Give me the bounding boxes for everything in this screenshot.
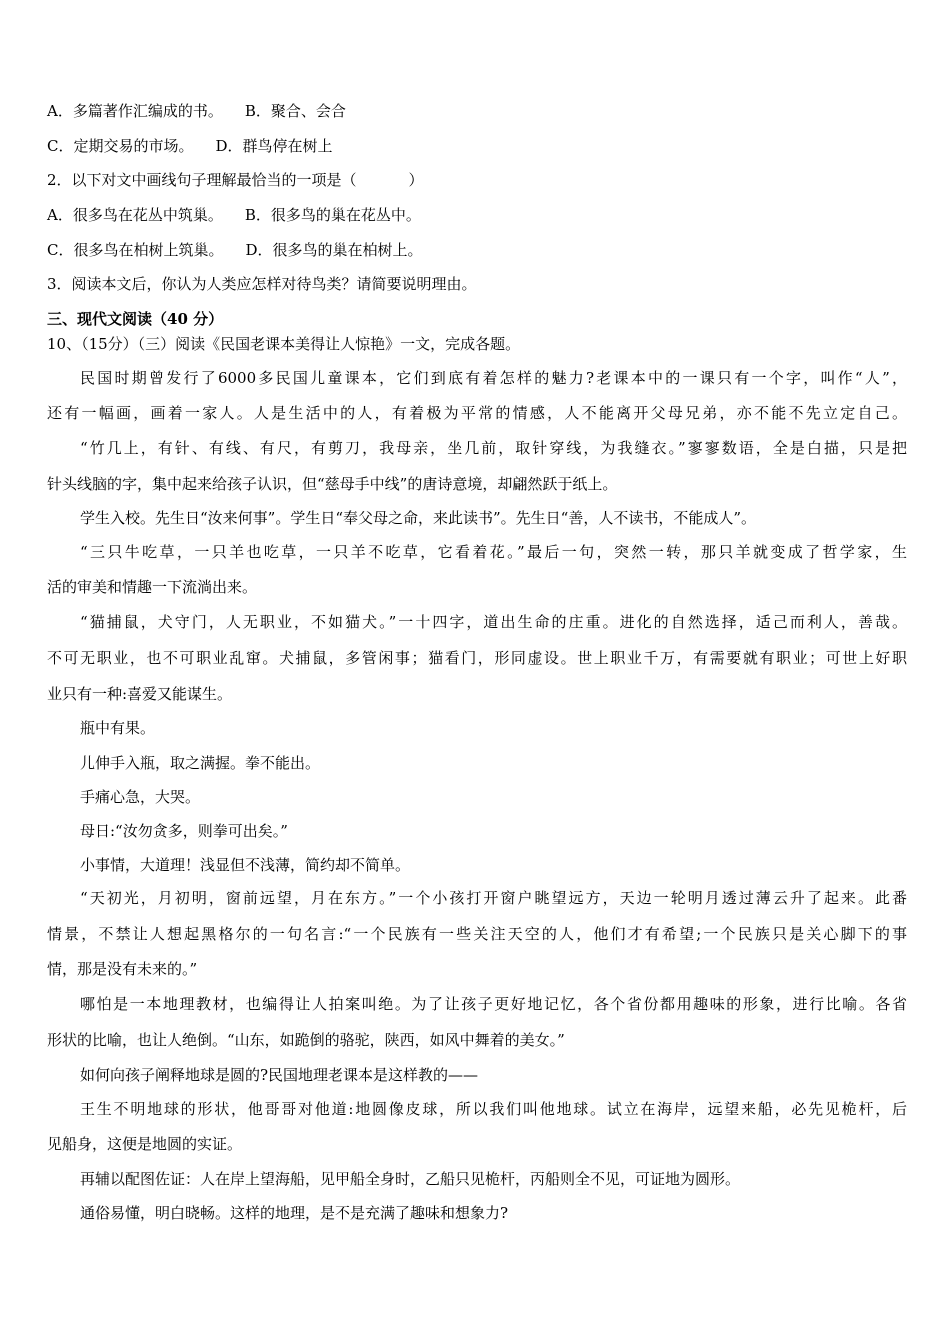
passage-line: 形状的比喻，也让人绝倒。“山东，如跪倒的骆驼，陕西，如风中舞着的美女。” <box>47 1031 565 1049</box>
passage-line: 见船身，这便是地圆的实证。 <box>47 1135 243 1153</box>
passage-line: 活的审美和情趣一下流淌出来。 <box>47 578 258 596</box>
passage-line: 还有一幅画，画着一家人。人是生活中的人，有着极为平常的情感，人不能离开父母兄弟，亦不能不先立定自己。 <box>47 404 907 422</box>
q3-stem: 3．阅读本文后，你认为人类应怎样对待鸟类？请简要说明理由。 <box>47 275 477 293</box>
passage-line: “三只牛吃草，一只羊也吃草，一只羊不吃草，它看着花。”最后一句，突然一转，那只羊就变成了哲学家，生 <box>80 543 907 561</box>
passage-line: 学生入校。先生日“汝来何事”。学生日“奉父母之命，来此读书”。先生日“善，人不读书，不能成人”。 <box>80 509 757 527</box>
q10-intro: 10、（15分）（三）阅读《民国老课本美得让人惊艳》一文，完成各题。 <box>47 335 521 353</box>
passage-line: 哪怕是一本地理教材，也编得让人拍案叫绝。为了让孩子更好地记忆，各个省份都用趣味的形象，进行比喻。各省 <box>80 995 907 1013</box>
passage-line: “天初光，月初明，窗前远望，月在东方。”一个小孩打开窗户眺望远方，天边一轮明月透过薄云升了起来。此番 <box>80 889 907 907</box>
passage-line: “竹几上，有针、有线、有尺，有剪刀，我母亲，坐几前，取针穿线，为我缝衣。”寥寥数语，全是白描，只是把 <box>80 439 907 457</box>
passage-line: 业只有一种:喜爱又能谋生。 <box>47 685 233 703</box>
passage-line: 针头线脑的字，集中起来给孩子认识，但“慈母手中线”的唐诗意境，却翩然跃于纸上。 <box>47 475 618 493</box>
passage-line: 民国时期曾发行了6000多民国儿童课本，它们到底有着怎样的魅力?老课本中的一课只有一个字，叫作“人”， <box>80 369 907 387</box>
passage-line: 情，那是没有未来的。” <box>47 960 198 978</box>
passage-line: 王生不明地球的形状，他哥哥对他道:地圆像皮球，所以我们叫他地球。试立在海岸，远望来船，必先见桅杆，后 <box>80 1100 907 1118</box>
q1-option-d: D．群鸟停在树上 <box>215 137 333 155</box>
q1-option-a: A．多篇著作汇编成的书。 <box>47 102 223 120</box>
passage-line: 不可无职业，也不可职业乱窜。犬捕鼠，多管闲事；猫看门，形同虚设。世上职业千万，有需要就有职业；可世上好职 <box>47 649 907 667</box>
passage-line: “猫捕鼠，犬守门，人无职业，不如猫犬。”一十四字，道出生命的庄重。进化的自然选择，适己而利人，善哉。 <box>80 613 907 631</box>
passage-line: 再辅以配图佐证：人在岸上望海船，见甲船全身时，乙船只见桅杆，丙船则全不见，可证地为圆形。 <box>80 1170 741 1188</box>
q2-option-d: D．很多鸟的巢在柏树上。 <box>245 241 423 259</box>
passage-line: 小事情，大道理！浅显但不浅薄，简约却不简单。 <box>80 856 411 874</box>
section-heading: 三、现代文阅读（40 分） <box>47 310 224 328</box>
passage-line: 手痛心急，大哭。 <box>80 788 201 806</box>
passage-line: 母日:“汝勿贪多，则拳可出矣。” <box>80 822 288 840</box>
q1-options-row-1 <box>47 101 907 121</box>
passage-line: 通俗易懂，明白晓畅。这样的地理，是不是充满了趣味和想象力? <box>80 1204 509 1222</box>
q2-option-c: C．很多鸟在柏树上筑巢。 <box>47 241 224 259</box>
q1-options-row-2 <box>47 136 907 156</box>
passage-line: 儿伸手入瓶，取之满握。拳不能出。 <box>80 754 321 772</box>
passage-line: 瓶中有果。 <box>80 719 156 737</box>
passage-line: 情景，不禁让人想起黑格尔的一句名言:“一个民族有一些关注天空的人，他们才有希望;一个民族只是关心脚下的事 <box>47 925 907 943</box>
q2-option-a: A．很多鸟在花丛中筑巢。 <box>47 206 223 224</box>
q2-options-row-1 <box>47 205 907 225</box>
q1-option-c: C．定期交易的市场。 <box>47 137 194 155</box>
q2-option-b: B．很多鸟的巢在花丛中。 <box>244 206 421 224</box>
q1-option-b: B．聚合、会合 <box>244 102 346 120</box>
passage-line: 如何向孩子阐释地球是圆的?民国地理老课本是这样教的—— <box>80 1066 479 1084</box>
q2-options-row-2 <box>47 240 907 260</box>
q2-stem: 2．以下对文中画线句子理解最恰当的一项是（ ） <box>47 171 424 189</box>
